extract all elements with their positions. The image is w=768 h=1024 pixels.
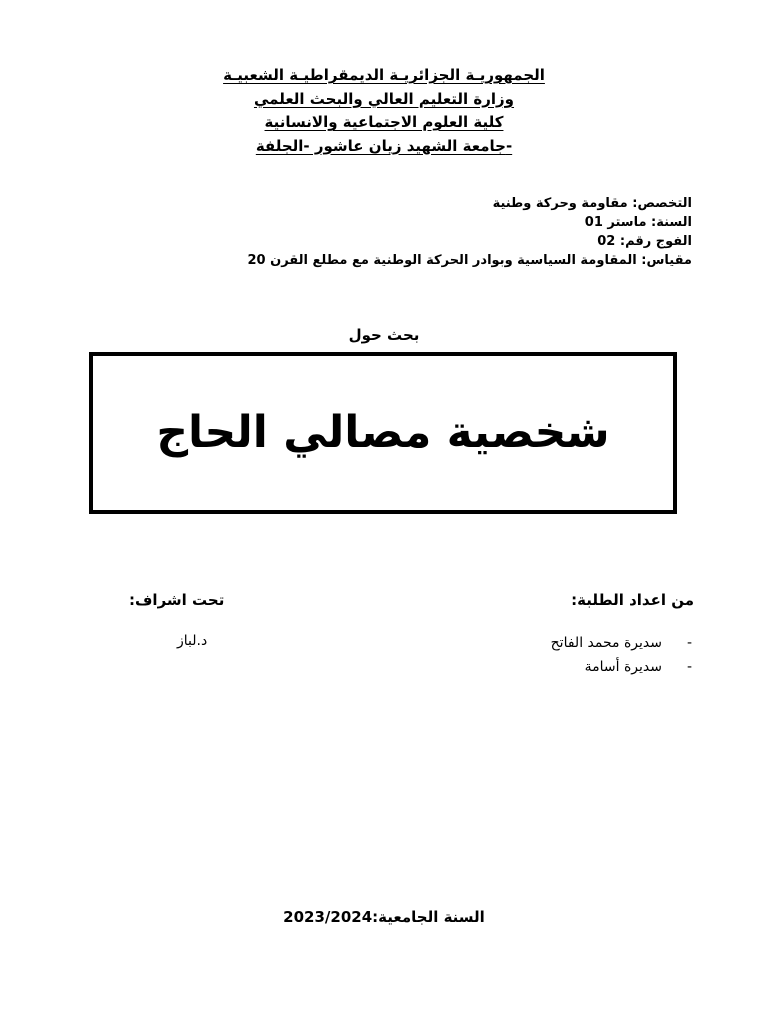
document-title: شخصية مصالي الحاج xyxy=(156,407,610,458)
institution-header xyxy=(0,64,768,158)
group-line: الفوج رقم: 02 xyxy=(597,234,692,249)
course-info xyxy=(172,194,692,270)
students-heading: من اعداد الطلبة: xyxy=(571,591,694,609)
specialty-line: التخصص: مقاومة وحركة وطنية xyxy=(492,196,692,211)
list-item xyxy=(551,631,692,655)
ministry-name: وزارة التعليم العالي والبحث العلمي xyxy=(253,89,515,108)
supervisor-heading: تحت اشراف: xyxy=(129,591,225,609)
module-line: مقياس: المقاومة السياسية وبوادر الحركة الوطنية مع مطلع القرن 20 xyxy=(247,253,692,268)
year-line: السنة: ماستر 01 xyxy=(584,215,692,230)
student-name: سديرة أسامة xyxy=(584,658,662,675)
students-list xyxy=(551,631,692,679)
academic-year: السنة الجامعية:2023/2024 xyxy=(283,908,485,926)
university-name: جامعة الشهيد زيان عاشور -الجلفة- xyxy=(255,136,513,155)
list-item xyxy=(551,655,692,679)
research-label: بحث حول xyxy=(348,326,420,344)
student-name: سديرة محمد الفاتح xyxy=(550,634,662,651)
faculty-name: كلية العلوم الاجتماعية والانسانية xyxy=(264,113,504,131)
title-box xyxy=(89,352,677,514)
supervisor-name: د.لباز xyxy=(177,633,208,649)
country-name: الجمهوريـة الجزائريـة الديمقراطيـة الشعبيـة xyxy=(223,66,545,84)
list-dash: - xyxy=(686,634,692,651)
list-dash: - xyxy=(686,658,692,675)
